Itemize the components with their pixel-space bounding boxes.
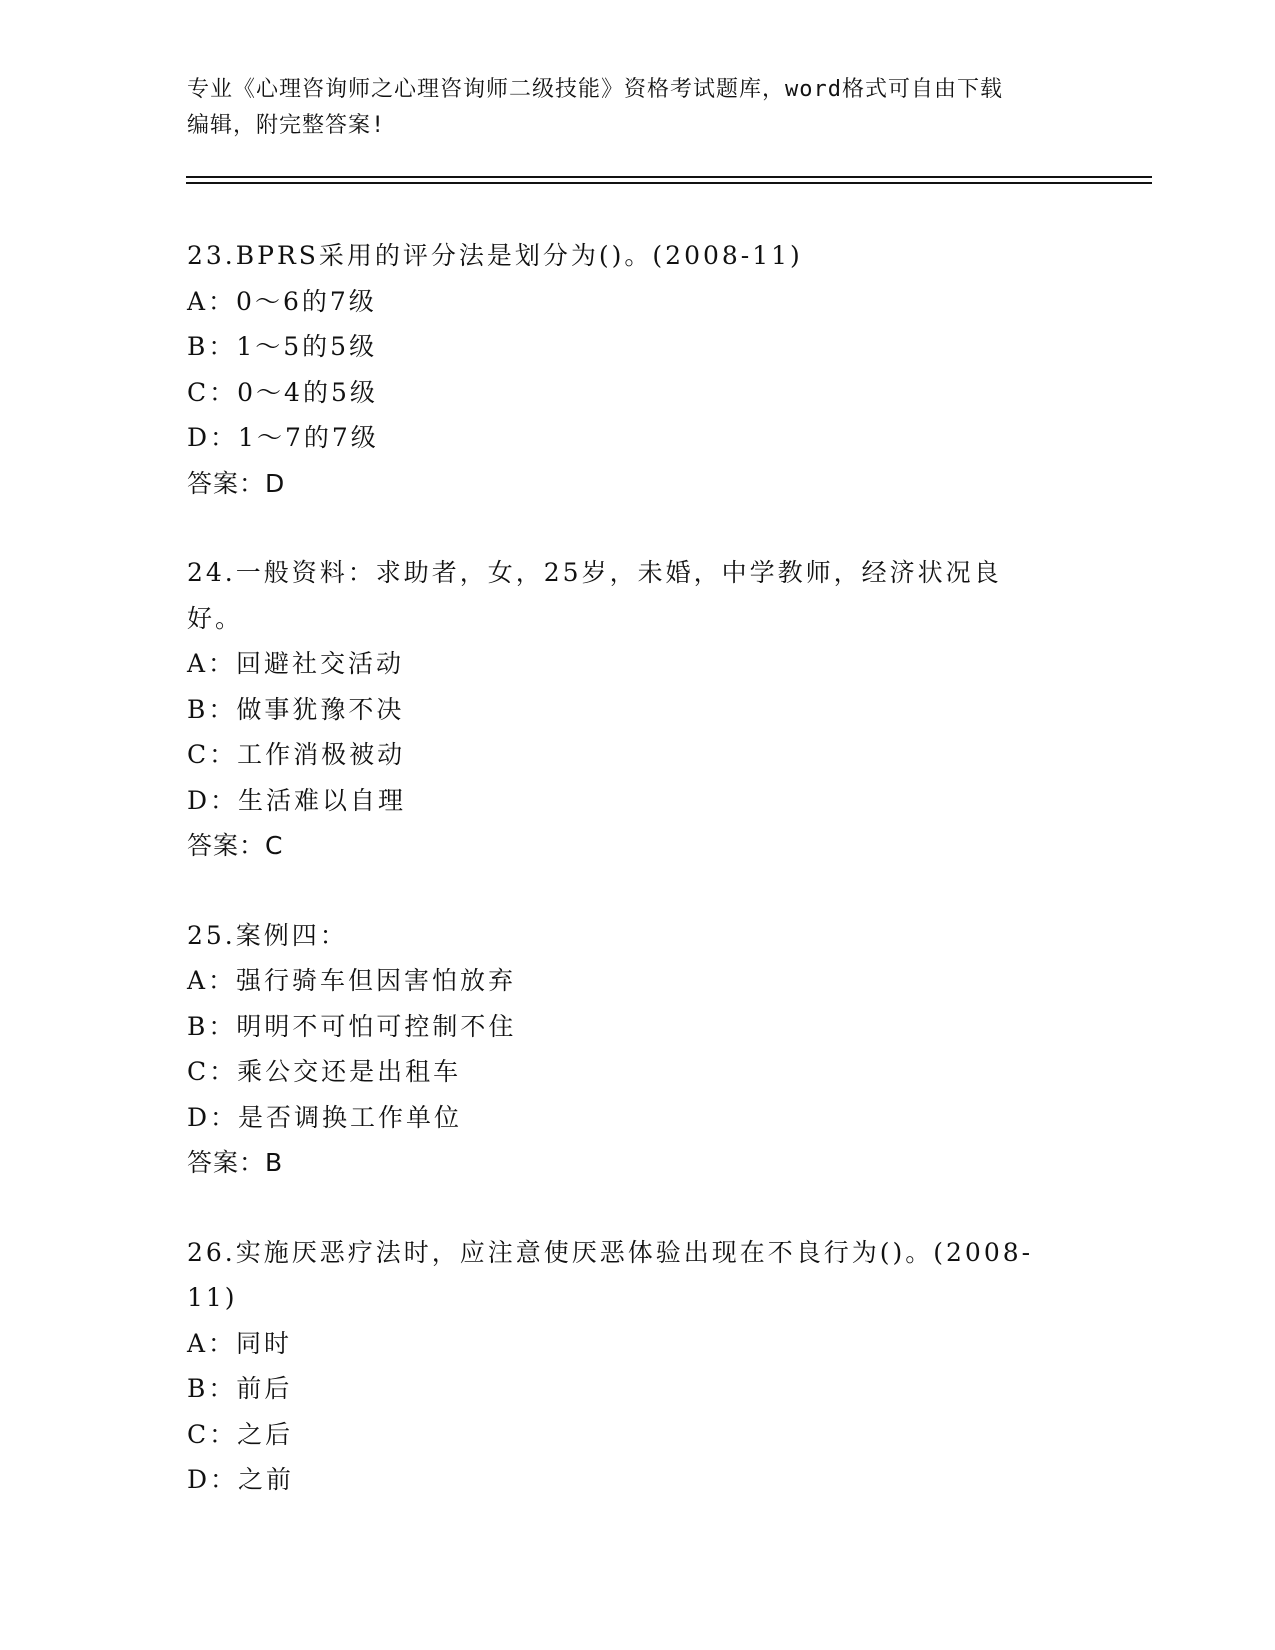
option-a: A：同时 <box>187 1328 293 1358</box>
question-26 <box>187 1230 1067 1503</box>
question-stem: 23.BPRS采用的评分法是划分为()。(2008-11) <box>187 241 803 270</box>
option-d: D：生活难以自理 <box>187 785 407 815</box>
question-stem: 24.一般资料：求助者，女，25岁，未婚，中学教师，经济状况良好。 <box>187 558 1002 633</box>
option-c: C：之后 <box>187 1419 294 1449</box>
option-d: D：1～7的7级 <box>187 423 379 452</box>
option-b: B：1～5的5级 <box>187 332 378 361</box>
question-23 <box>187 233 1067 506</box>
question-24 <box>187 550 1067 869</box>
header-divider-bottom <box>186 182 1152 184</box>
option-b: B：明明不可怕可控制不住 <box>187 1011 517 1041</box>
question-stem: 25.案例四： <box>187 920 348 950</box>
option-c: C：工作消极被动 <box>187 740 406 769</box>
header-line-1: 专业《心理咨询师之心理咨询师二级技能》资格考试题库，word格式可自由下载 <box>187 77 1003 102</box>
option-a: A：0～6的7级 <box>187 286 377 316</box>
option-a: A：强行骑车但因害怕放弃 <box>187 966 517 995</box>
question-25 <box>187 913 1067 1186</box>
question-list <box>187 233 1067 1547</box>
document-header <box>187 72 1067 144</box>
answer-line: 答案：C <box>187 831 284 860</box>
option-b: B：做事犹豫不决 <box>187 694 405 724</box>
answer-line: 答案：D <box>187 468 286 498</box>
option-c: C：0～4的5级 <box>187 377 378 407</box>
option-d: D：之前 <box>187 1465 295 1494</box>
option-d: D：是否调换工作单位 <box>187 1102 463 1132</box>
option-a: A：回避社交活动 <box>187 649 405 678</box>
question-stem-line-1: 26.实施厌恶疗法时，应注意使厌恶体验出现在不良行为()。(2008- <box>187 1237 1034 1267</box>
answer-line: 答案：B <box>187 1148 284 1177</box>
question-stem-line-2: 11) <box>187 1283 238 1312</box>
option-c: C：乘公交还是出租车 <box>187 1057 462 1086</box>
header-line-2: 编辑，附完整答案! <box>187 113 386 138</box>
option-b: B：前后 <box>187 1374 293 1403</box>
header-divider-top <box>186 176 1152 178</box>
